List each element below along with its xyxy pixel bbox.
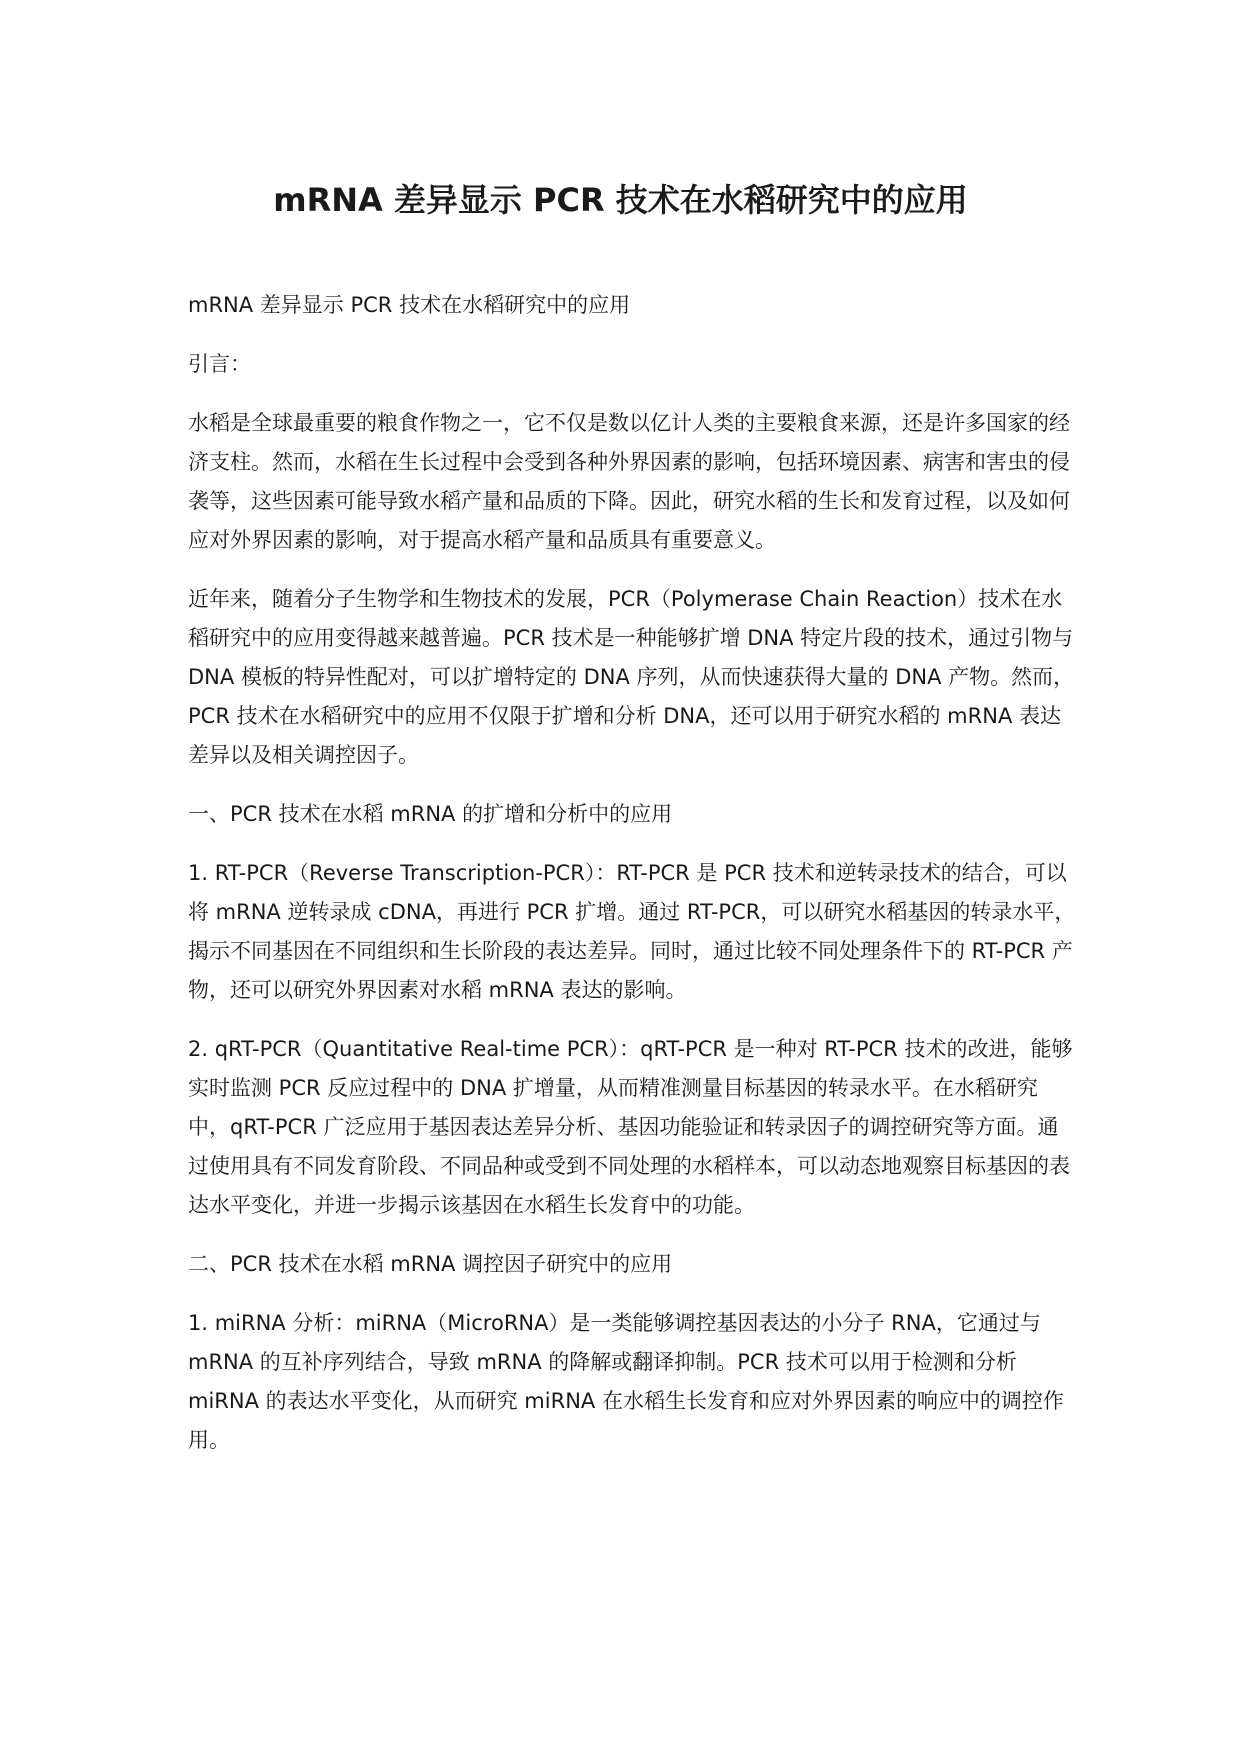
subtitle-paragraph: mRNA 差异显示 PCR 技术在水稻研究中的应用 bbox=[188, 293, 631, 317]
intro-heading: 引言： bbox=[188, 352, 251, 376]
section-heading: 一、PCR 技术在水稻 mRNA 的扩增和分析中的应用 bbox=[188, 802, 673, 826]
body-paragraph: 水稻是全球最重要的粮食作物之一，它不仅是数以亿计人类的主要粮食来源，还是许多国家的经济支柱。然而，水稻在生长过程中会受到各种外界因素的影响，包括环境因素、病害和害虫的侵袭等，这些因素可能导致水稻产量和品质的下降。因此，研究水稻的生长和发育过程，以及如何应对外界因素的影响，对于提高水稻产量和品质具有重要意义。 bbox=[188, 411, 1070, 552]
section-heading: 二、PCR 技术在水稻 mRNA 调控因子研究中的应用 bbox=[188, 1252, 673, 1276]
body-paragraph: 近年来，随着分子生物学和生物技术的发展，PCR（Polymerase Chain Reaction）技术在水稻研究中的应用变得越来越普遍。PCR 技术是一种能够扩增 DNA 特定片段的技术，通过引物与 DNA 模板的特异性配对，可以扩增特定的 DNA 序列，从而快速获得大量的 DNA 产物。然而，PCR 技术在水稻研究中的应用不仅限于扩增和分析 DNA，还可以用于研究水稻的 mRNA 表达差异以及相关调控因子。 bbox=[188, 587, 1075, 767]
document-body bbox=[188, 286, 1078, 1480]
list-item: 1. RT-PCR（Reverse Transcription-PCR）：RT-PCR 是 PCR 技术和逆转录技术的结合，可以将 mRNA 逆转录成 cDNA，再进行 PCR 扩增。通过 RT-PCR，可以研究水稻基因的转录水平，揭示不同基因在不同组织和生长阶段的表达差异。同时，通过比较不同处理条件下的 RT-PCR 产物，还可以研究外界因素对水稻 mRNA 表达的影响。 bbox=[188, 861, 1076, 1002]
list-item: 2. qRT-PCR（Quantitative Real-time PCR）：qRT-PCR 是一种对 RT-PCR 技术的改进，能够实时监测 PCR 反应过程中的 DNA 扩增量，从而精准测量目标基因的转录水平。在水稻研究中，qRT-PCR 广泛应用于基因表达差异分析、基因功能验证和转录因子的调控研究等方面。通过使用具有不同发育阶段、不同品种或受到不同处理的水稻样本，可以动态地观察目标基因的表达水平变化，并进一步揭示该基因在水稻生长发育中的功能。 bbox=[188, 1037, 1073, 1217]
document-title: mRNA 差异显示 PCR 技术在水稻研究中的应用 bbox=[273, 181, 968, 219]
list-item: 1. miRNA 分析：miRNA（MicroRNA）是一类能够调控基因表达的小分子 RNA，它通过与 mRNA 的互补序列结合，导致 mRNA 的降解或翻译抑制。PCR 技术可以用于检测和分析 miRNA 的表达水平变化，从而研究 miRNA 在水稻生长发育和应对外界因素的响应中的调控作用。 bbox=[188, 1311, 1064, 1452]
